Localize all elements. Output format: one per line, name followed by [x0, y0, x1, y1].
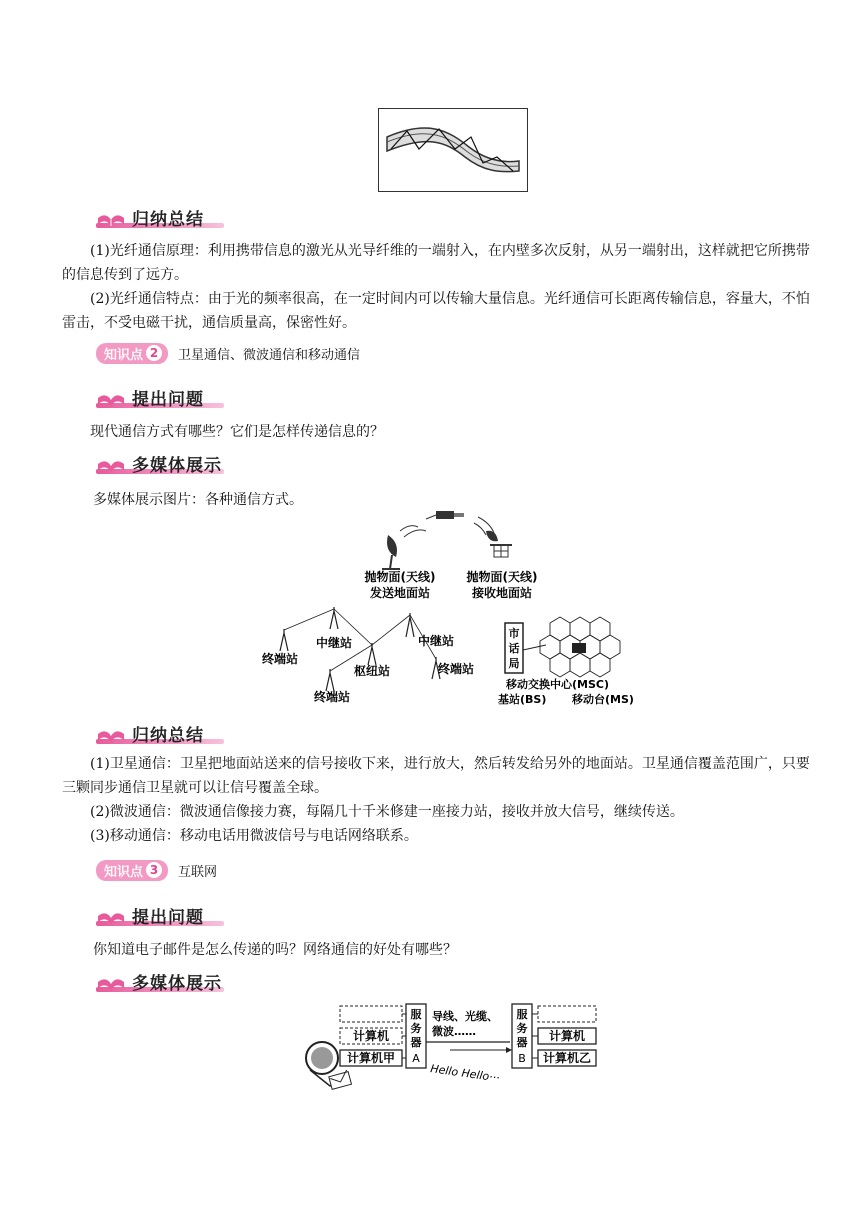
ms-label: 移动台(MS) [572, 693, 634, 705]
city-office-label: 局 [508, 657, 520, 670]
tower-icons [280, 607, 440, 691]
dish-antenna-icon [382, 535, 400, 569]
optical-fiber-figure [378, 108, 528, 192]
computer-b-label: 计算机乙 [542, 1051, 592, 1065]
relay-label: 中继站 [315, 636, 353, 650]
bs-label: 基站(BS) [498, 693, 547, 705]
summary-paragraph: (3)移动通信：移动电话用微波信号与电话网络联系。 [90, 828, 418, 844]
computer-box [538, 1006, 596, 1022]
server-label: 器 [410, 1036, 422, 1049]
knowledge-point-2 [96, 343, 360, 363]
badge-number: 2 [146, 345, 162, 361]
station-label: 接收地面站 [471, 586, 533, 600]
question-header [96, 384, 204, 410]
dish-antenna-icon [486, 531, 512, 557]
relay-links [284, 609, 436, 671]
question-text: 你知道电子邮件是怎么传递的吗？网络通信的好处有哪些？ [93, 942, 457, 958]
terminal-label: 终端站 [313, 690, 351, 704]
server-a-letter: A [412, 1052, 420, 1065]
server-label: 器 [516, 1036, 528, 1049]
media-title: 多媒体展示 [132, 455, 222, 476]
badge-label: 知识点 [104, 864, 144, 880]
summary-title: 归纳总结 [132, 209, 204, 230]
city-office-label: 话 [508, 642, 520, 655]
city-office-label: 市 [508, 627, 520, 640]
computer-label: 计算机 [548, 1029, 586, 1043]
computer-box [340, 1006, 402, 1022]
link-label: 微波…… [432, 1025, 476, 1038]
email-network-diagram [300, 1000, 600, 1100]
station-label: 抛物面(天线) [466, 570, 538, 584]
computer-a-label: 计算机甲 [346, 1051, 396, 1065]
summary-paragraph: (1)卫星通信：卫星把地面站送来的信号接收下来，进行放大，然后转发给另外的地面站。卫星通信覆盖范围广，只要三颗同步通信卫星就可以让信号覆盖全球。 [62, 756, 810, 796]
summary-title: 归纳总结 [132, 725, 204, 746]
question-text: 现代通信方式有哪些？它们是怎样传递信息的？ [90, 424, 384, 440]
summary-paragraph: (2)微波通信：微波通信像接力赛，每隔几十千米修建一座接力站，接收并放大信号，继续传送。 [90, 804, 684, 820]
station-label: 发送地面站 [369, 586, 431, 600]
media-text: 多媒体展示图片：各种通信方式。 [93, 492, 303, 508]
satellite-icon [426, 511, 464, 519]
summary-paragraph: (2)光纤通信特点：由于光的频率很高，在一定时间内可以传输大量信息。光纤通信可长距离传输信息，容量大，不怕雷击，不受电磁干扰，通信质量高，保密性好。 [62, 291, 810, 331]
summary-header [96, 720, 204, 746]
media-title: 多媒体展示 [132, 973, 222, 994]
msc-label: 移动交换中心(MSC) [506, 678, 609, 691]
book-icon [96, 722, 126, 744]
question-header [96, 902, 204, 928]
terminal-label: 终端站 [261, 652, 299, 666]
msc-icon [572, 643, 586, 653]
computer-label: 计算机 [352, 1029, 390, 1043]
terminal-label: 终端站 [437, 662, 475, 676]
knowledge-point-badge [96, 343, 168, 364]
book-icon [96, 206, 126, 228]
book-icon [96, 970, 126, 992]
summary-header [96, 204, 204, 230]
media-header [96, 450, 222, 476]
hub-label: 枢纽站 [353, 664, 391, 678]
badge-number: 3 [146, 862, 162, 878]
knowledge-point-badge [96, 860, 168, 881]
book-icon [96, 904, 126, 926]
question-title: 提出问题 [132, 389, 204, 410]
question-title: 提出问题 [132, 907, 204, 928]
book-icon [96, 386, 126, 408]
server-b-letter: B [518, 1052, 526, 1065]
relay-label: 中继站 [417, 634, 455, 648]
server-label: 服 [410, 1008, 422, 1021]
hello-label: Hello Hello··· [429, 1062, 501, 1085]
server-label: 务 [516, 1022, 528, 1035]
knowledge-point-title: 互联网 [178, 864, 218, 880]
communication-methods-diagram [250, 505, 650, 705]
optical-fiber-illustration [379, 109, 527, 191]
knowledge-point-title: 卫星通信、微波通信和移动通信 [178, 347, 361, 363]
media-header [96, 968, 222, 994]
station-label: 抛物面(天线) [364, 570, 436, 584]
server-label: 服 [516, 1008, 528, 1021]
badge-label: 知识点 [104, 347, 144, 363]
link-label: 导线、光缆、 [432, 1010, 498, 1023]
book-icon [96, 452, 126, 474]
server-label: 务 [410, 1022, 422, 1035]
knowledge-point-3 [96, 860, 217, 880]
summary-paragraph: (1)光纤通信原理：利用携带信息的激光从光导纤维的一端射入，在内壁多次反射，从另一端射出，这样就把它所携带的信息传到了远方。 [62, 243, 810, 283]
